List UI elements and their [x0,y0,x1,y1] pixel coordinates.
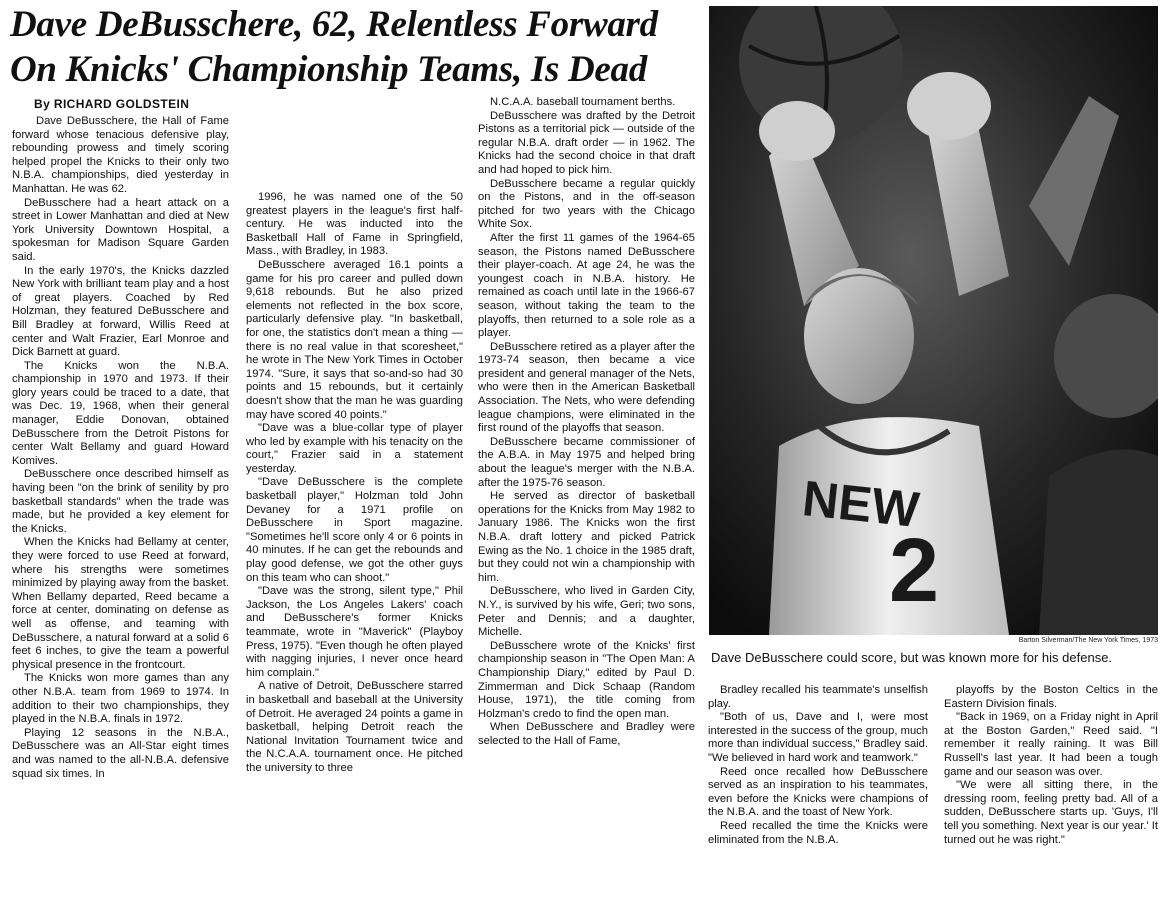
headline-line-1: Dave DeBusschere, 62, Relentless Forward [10,4,658,45]
article-paragraph: Reed recalled the time the Knicks were eliminated from the N.B.A. [708,819,928,846]
article-paragraph: DeBusschere averaged 16.1 points a game for his pro career and pulled down 9,618 rebounds. But he also prized elements not reflected in the box score, particularly defensive play. "In basketball, for one, the statistics don't mean a thing — there is no real value in that scoresheet," he wrote in The New York Times in October 1974. "Sure, it says that so-and-so had 30 points and 15 rebounds, but it certainly doesn't show that the man he was guarding may have scored 40 points." [246,258,463,421]
article-paragraph: "Dave DeBusschere is the complete basketball player," Holzman told John Devaney for a 1971 profile on DeBusschere in Sport magazine. "Sometimes he'll score only 4 or 6 points in 40 minutes. If he can get the rebounds and play good defense, we got the other guys on this team who can shoot." [246,476,463,584]
article-paragraph: DeBusschere, who lived in Garden City, N.Y., is survived by his wife, Geri; two sons, Peter and Dennis; and a daughter, Michelle. [478,585,695,639]
article-column-3 [478,96,695,749]
article-paragraph: A native of Detroit, DeBusschere starred in basketball and baseball at the University of Detroit. He averaged 24 points a game in basketball, helping Detroit reach the National Invitation Tournament twice and the N.C.A.A. tournament once. He pitched the university to three [246,680,463,774]
article-paragraph: "Both of us, Dave and I, were most interested in the success of the group, much more than individual success," Bradley said. "We believed in hard work and teamwork." [708,711,928,764]
article-paragraph: DeBusschere became commissioner of the A.B.A. in May 1975 and helped bring about the league's merger with the N.B.A. after the 1975-76 season. [478,435,695,489]
article-column-2 [246,191,463,776]
article-column-5 [944,684,1158,847]
player-photo [709,6,1158,635]
byline: By RICHARD GOLDSTEIN [34,97,190,111]
article-paragraph: DeBusschere had a heart attack on a street in Lower Manhattan and died at New York University Downtown Hospital, a spokesman for Madison Square Garden said. [12,196,229,263]
article-paragraph: DeBusschere wrote of the Knicks' first championship season in "The Open Man: A Championship Diary," edited by Paul D. Zimmerman and Dick Schaap (Random House, 1971), the title coming from Holzman's credo to find the open man. [478,639,695,720]
article-paragraph: 1996, he was named one of the 50 greatest players in the league's first half-century. He was inducted into the Basketball Hall of Fame in Springfield, Mass., with Bradley, in 1983. [246,191,463,258]
article-paragraph: DeBusschere retired as a player after the 1973-74 season, then became a vice president and general manager of the Nets, who were then in the American Basketball Association. The Nets, who were defending league champions, were eliminated in the first round of the playoffs that season. [478,340,695,435]
article-paragraph: playoffs by the Boston Celtics in the Eastern Division finals. [944,684,1158,710]
article-paragraph: DeBusschere became a regular quickly on the Pistons, and in the off-season pitched for two years with the Chicago White Sox. [478,177,695,231]
article-paragraph: After the first 11 games of the 1964-65 season, the Pistons named DeBusschere their player-coach. At age 24, he was the youngest coach in N.B.A. history. He remained as coach until late in the 1966-67 season, without taking the team to the playoffs, then returned to a sole role as a player. [478,231,695,340]
photo-caption: Dave DeBusschere could score, but was known more for his defense. [711,650,1113,665]
article-paragraph: "Dave was the strong, silent type," Phil Jackson, the Los Angeles Lakers' coach and DeBusschere's former Knicks teammate, wrote in "Maverick" (Playboy Press, 1975). "Even though he often played with nagging injuries, I never once heard him complain." [246,585,463,679]
article-paragraph: The Knicks won the N.B.A. championship in 1970 and 1973. If their glory years could be traced to a date, that was Dec. 19, 1968, when their general manager, Eddie Donovan, obtained DeBusschere from the Detroit Pistons for center Walt Bellamy and guard Howard Komives. [12,359,229,467]
article-paragraph: Playing 12 seasons in the N.B.A., DeBusschere was an All-Star eight times and was named to the all-N.B.A. defensive squad six times. In [12,726,229,780]
article-paragraph: Reed once recalled how DeBusschere served as an inspiration to his teammates, even before the Knicks were champions of the N.B.A. and the toast of New York. [708,765,928,819]
photo-credit: Barton Silverman/The New York Times, 1973 [1018,637,1158,644]
headline-line-2: On Knicks' Championship Teams, Is Dead [10,49,647,90]
article-paragraph: "Back in 1969, on a Friday night in April at the Boston Garden," Reed said. "I remember it really raining. It was Bill Russell's last year. It had been a tough game and our season was over. [944,711,1158,778]
article-paragraph: Bradley recalled his teammate's unselfish play. [708,684,928,710]
player-photo-illustration [709,6,1158,635]
jersey-lettering: NEW [799,470,922,539]
article-paragraph: In the early 1970's, the Knicks dazzled New York with brilliant team play and a host of great players. Coached by Red Holzman, they featured DeBusschere and Bill Bradley at forward, Willis Reed at center and Walt Frazier, Earl Monroe and Dick Barnett at guard. [12,264,229,359]
article-paragraph: DeBusschere once described himself as having been "on the brink of senility by pro basketball standards" when the trade was made, but he provided a key element for the Knicks. [12,468,229,535]
article-paragraph: He served as director of basketball operations for the Knicks from May 1982 to January 1986. The Knicks won the first N.B.A. draft lottery and picked Patrick Ewing as the No. 1 choice in the 1985 draft, but they could not win a championship with him. [478,490,695,584]
article-paragraph: Dave DeBusschere, the Hall of Fame forward whose tenacious defensive play, rebounding prowess and timely scoring helped propel the Knicks to their only two N.B.A. championships, died yesterday in Manhattan. He was 62. [12,115,229,195]
article-paragraph: N.C.A.A. baseball tournament berths. [490,96,676,108]
jersey-number: 2 [888,521,940,621]
headline [10,2,715,92]
article-paragraph: The Knicks won more games than any other N.B.A. team from 1969 to 1974. In addition to their two championships, they played in the N.B.A. finals in 1972. [12,672,229,726]
article-paragraph: "Dave was a blue-collar type of player who led by example with his tenacity on the court," Frazier said in a statement yesterday. [246,422,463,475]
article-paragraph: When the Knicks had Bellamy at center, they were forced to use Reed at forward, where his strengths were sometimes minimized by playing away from the basket. When Bellamy departed, Reed became a force at center, dominating on defense as well as offense, and teaming with DeBusschere, a natural forward at a solid 6 feet 6 inches, to give the team a powerful physical presence in the frontcourt. [12,536,229,671]
article-paragraph: "We were all sitting there, in the dressing room, feeling pretty bad. All of a sudden, DeBusschere starts up. 'Guys, I'll tell you something. Next year is our year.' It turned out he was right." [944,779,1158,846]
article-column-4 [708,684,928,847]
article-column-1 [12,115,229,781]
article-paragraph: DeBusschere was drafted by the Detroit Pistons as a territorial pick — outside of the regular N.B.A. draft order — in 1962. The Knicks had the second choice in that draft and had hoped to pick him. [478,109,695,176]
article-paragraph: When DeBusschere and Bradley were selected to the Hall of Fame, [478,721,695,747]
